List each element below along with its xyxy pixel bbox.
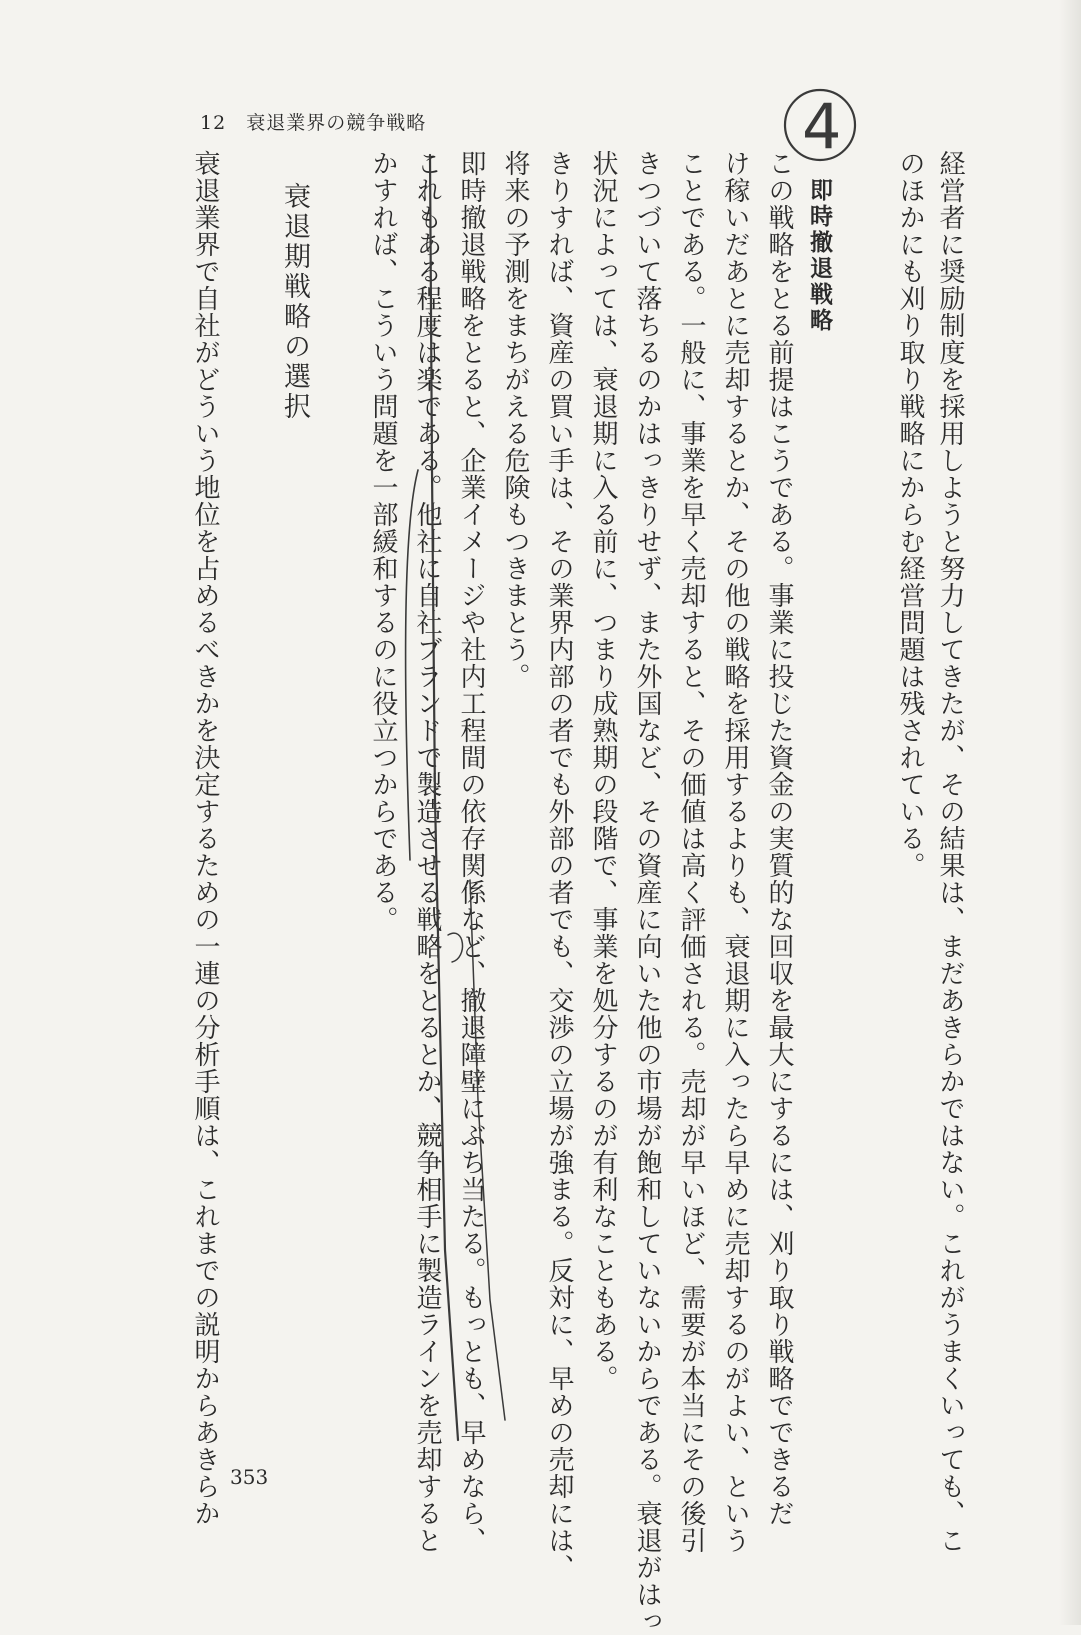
text-line: 経営者に奨励制度を採用しようと努力してきたが、その結果は、まだあきらかではない。これがうまくいっても、こ — [935, 150, 965, 1554]
text-line: け稼いだあとに売却するとか、その他の戦略を採用するよりも、衰退期に入ったら早めに売却するのがよい、という — [720, 150, 750, 1554]
running-header — [200, 108, 426, 135]
text-line: きりすれば、資産の買い手は、その業界内部の者でも外部の者でも、交渉の立場が強まる。反対に、早めの売却には、 — [544, 150, 574, 1581]
text-line: ことである。一般に、事業を早く売却すると、その価値は高く評価される。売却が早いほど、需要が本当にその後引 — [676, 150, 706, 1554]
handwritten-circle — [785, 90, 855, 160]
text-line: のほかにも刈り取り戦略にからむ経営問題は残されている。 — [895, 150, 925, 879]
chapter-number: 12 — [200, 112, 227, 134]
text-line: 将来の予測をまちがえる危険もつきまとう。 — [500, 150, 530, 690]
section-heading: 即時撤退戦略 — [806, 178, 832, 334]
text-line: 状況によっては、衰退期に入る前に、つまり成熟期の段階で、事業を処分するのが有利なこともある。 — [588, 150, 618, 1392]
text-line: この戦略をとる前提はこうである。事業に投じた資金の実質的な回収を最大にするには、刈り取り戦略でできるだ — [764, 150, 794, 1527]
page-edge — [1059, 0, 1081, 1625]
text-line: 衰退業界で自社がどういう地位を占めるべきかを決定するための一連の分析手順は、これまでの説明からあきらか — [190, 150, 220, 1527]
text-line: きつづいて落ちるのかはっきりせず、また外国など、その資産に向いた他の市場が飽和していないからである。衰退がはっ — [632, 150, 662, 1635]
handwritten-number: 4 — [802, 90, 842, 163]
page-number: 353 — [230, 1465, 269, 1489]
chapter-title: 衰退業界の競争戦略 — [246, 112, 427, 134]
section-heading: 衰退期戦略の選択 — [279, 182, 310, 422]
text-line: かすれば、こういう問題を一部緩和するのに役立つからである。 — [368, 150, 398, 933]
text-line: 即時撤退戦略をとると、企業イメージや社内工程間の依存関係など、撤退障壁にぶち当たる。もっとも、早めなら、 — [456, 150, 486, 1554]
text-line: これもある程度は楽である。他社に自社ブランドで製造させる戦略をとるとか、競争相手に製造ラインを売却すると — [412, 150, 442, 1554]
